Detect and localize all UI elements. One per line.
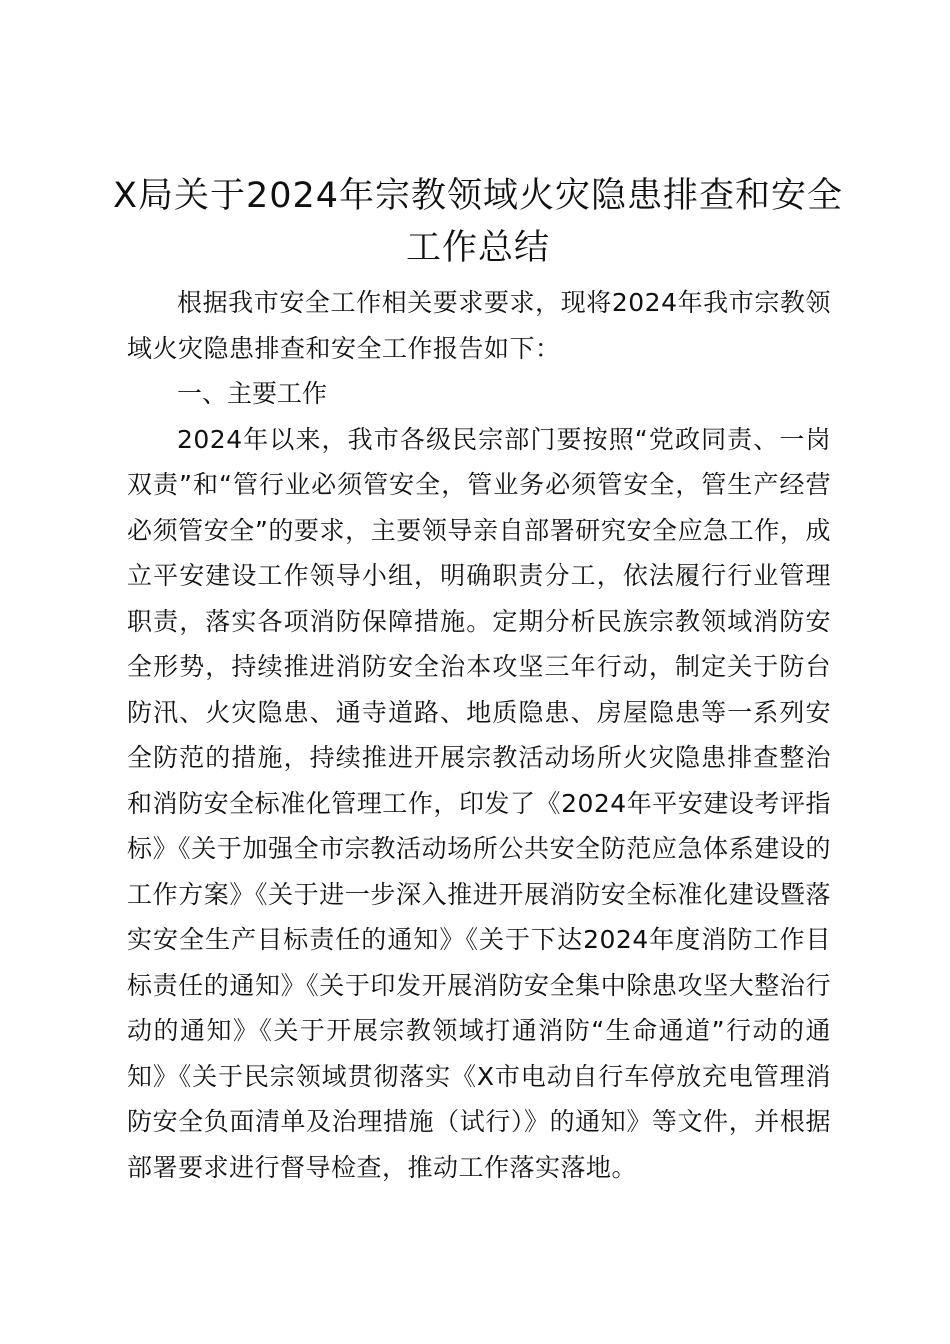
section-heading: 一、主要工作 [177,379,328,408]
document-body [127,280,831,1190]
document-title: X局关于2024年宗教领域火灾隐患排查和安全工作总结 [112,176,844,268]
section-paragraph: 2024年以来，我市各级民宗部门要按照“党政同责、一岗双责”和“管行业必须管安全，管业务必须管安全，管生产经营必须管安全”的要求，主要领导亲自部署研究安全应急工作，成立平安建设工作领导小组，明确职责分工，依法履行行业管理职责，落实各项消防保障措施。定期分析民族宗教领域消防安全形势，持续推进消防安全治本攻坚三年行动，制定关于防台防汛、火灾隐患、通寺道路、地质隐患、房屋隐患等一系列安全防范的措施，持续推进开展宗教活动场所火灾隐患排查整治和消防安全标准化管理工作，印发了《2024年平安建设考评指标》《关于加强全市宗教活动场所公共安全防范应急体系建设的工作方案》《关于进一步深入推进开展消防安全标准化建设暨落实安全生产目标责任的通知》《关于下达2024年度消防工作目标责任的通知》《关于印发开展消防安全集中除患攻坚大整治行动的通知》《关于开展宗教领域打通消防“生命通道”行动的通知》《关于民宗领域贯彻落实《X市电动自行车停放充电管理消防安全负面清单及治理措施（试行）》的通知》等文件，并根据部署要求进行督导检查，推动工作落实落地。 [127,424,831,1182]
intro-paragraph: 根据我市安全工作相关要求要求，现将2024年我市宗教领域火灾隐患排查和安全工作报告如下： [127,288,831,363]
